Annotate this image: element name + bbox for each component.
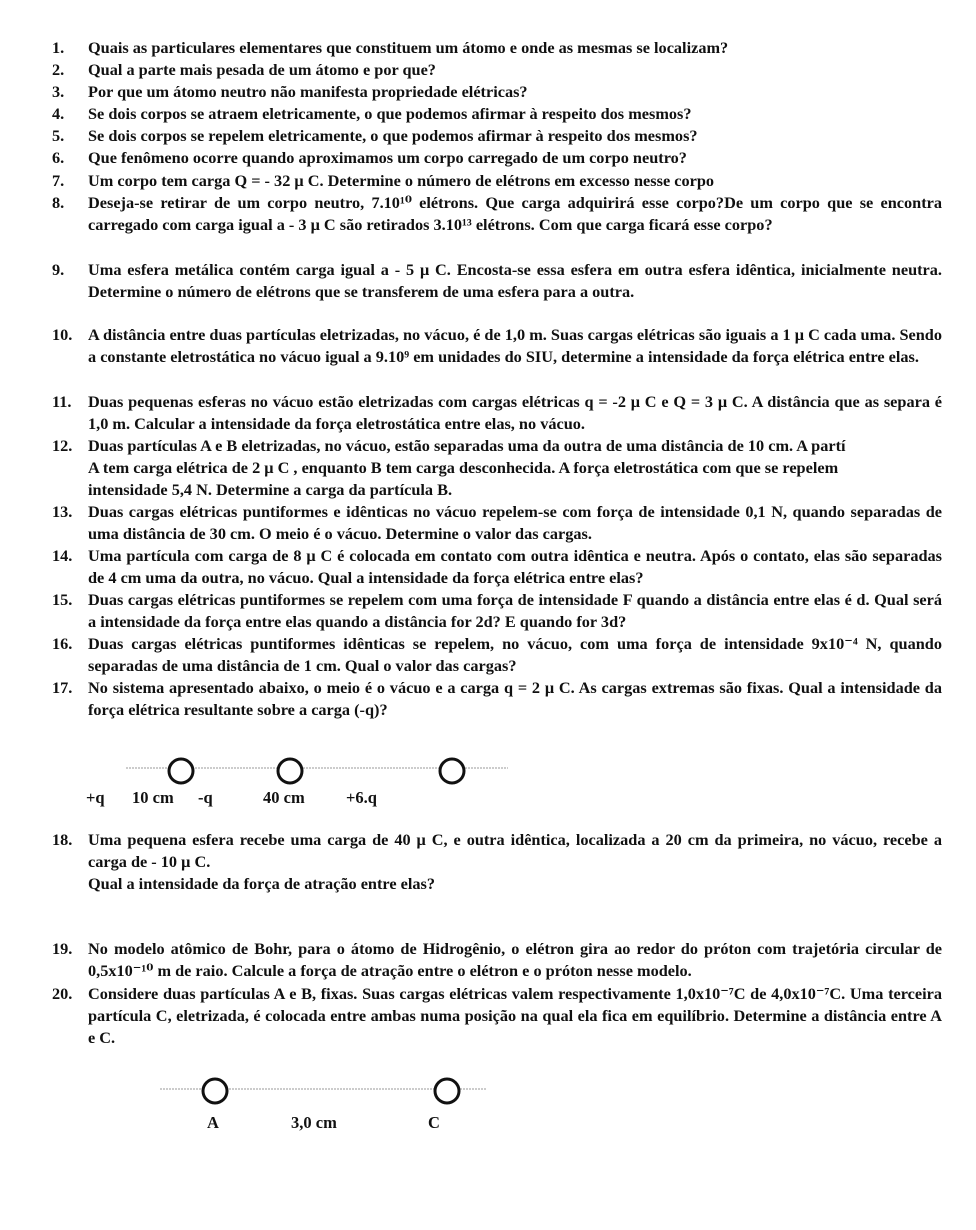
figure-17 — [86, 759, 508, 807]
particle-label: A — [207, 1113, 219, 1132]
distance-label: 10 cm — [132, 788, 174, 807]
charge-label: +q — [86, 788, 105, 807]
distance-label: 3,0 cm — [291, 1113, 337, 1132]
question-text: Duas pequenas esferas no vácuo estão eletrizadas com cargas elétricas q = -2 μ C e Q = 3 μ C. A distância que as separa é 1,0 m. Calcular a intensidade da força eletrostática entre elas, no vácuo. — [88, 392, 942, 434]
question-text: Uma esfera metálica contém carga igual a - 5 μ C. Encosta-se essa esfera em outra esfera idêntica, inicialmente neutra. Determine o número de elétrons que se transferem de uma esfera para a outra. — [88, 260, 942, 302]
question-number: 20. — [52, 984, 73, 1003]
question-line: Duas partículas A e B eletrizadas, no vácuo, estão separadas uma da outra de uma distância de 10 cm. A partí — [88, 436, 846, 455]
question-number: 14. — [52, 546, 73, 565]
question-number: 4. — [52, 104, 65, 123]
question-line: intensidade 5,4 N. Determine a carga da partícula B. — [88, 480, 453, 500]
question-text-followup: Qual a intensidade da força de atração entre elas? — [88, 874, 436, 894]
question-number: 5. — [52, 126, 65, 145]
question-text: Se dois corpos se atraem eletricamente, o que podemos afirmar à respeito dos mesmos? — [88, 104, 692, 123]
question-text: Por que um átomo neutro não manifesta propriedade elétricas? — [88, 82, 528, 101]
question-number: 11. — [52, 392, 72, 411]
question-number: 18. — [52, 830, 73, 849]
question-number: 8. — [52, 193, 65, 212]
question-text: Quais as particulares elementares que constituem um átomo e onde as mesmas se localizam? — [88, 38, 729, 57]
question-text: A distância entre duas partículas eletrizadas, no vácuo, é de 1,0 m. Suas cargas elétricas são iguais a 1 μ C cada uma. Sendo a constante eletrostática no vácuo igual a 9.10⁹ em unidades do SIU, determine a intensidade da força elétrica entre elas. — [88, 325, 942, 367]
question-text: No sistema apresentado abaixo, o meio é o vácuo e a carga q = 2 μ C. As cargas extremas são fixas. Qual a intensidade da força elétrica resultante sobre a carga (-q)? — [88, 678, 942, 720]
question-text-main: Uma pequena esfera recebe uma carga de 40 μ C, e outra idêntica, localizada a 20 cm da primeira, no vácuo, recebe a carga de - 10 μ C. — [88, 830, 942, 872]
particle-circle — [435, 1079, 459, 1103]
charge-label: -q — [198, 788, 213, 807]
question-number: 17. — [52, 678, 73, 697]
question-number: 19. — [52, 939, 73, 958]
question-line: A tem carga elétrica de 2 μ C , enquanto B tem carga desconhecida. A força eletrostática com que se repelem — [88, 458, 839, 478]
question-number: 1. — [52, 38, 65, 57]
charge-circle — [440, 759, 464, 783]
question-number: 13. — [52, 502, 73, 521]
question-text: Considere duas partículas A e B, fixas. Suas cargas elétricas valem respectivamente 1,0x10⁻⁷C de 4,0x10⁻⁷C. Uma terceira partícula C, eletrizada, é colocada entre ambas numa posição na qual ela fica em equilíbrio. Determine a distância entre A e C. — [88, 984, 942, 1048]
charge-circle — [169, 759, 193, 783]
question-number: 12. — [52, 436, 73, 455]
question-number: 3. — [52, 82, 65, 101]
question-text: Um corpo tem carga Q = - 32 μ C. Determine o número de elétrons em excesso nesse corpo — [88, 171, 715, 190]
particle-circle — [203, 1079, 227, 1103]
question-number: 2. — [52, 60, 65, 79]
distance-label: 40 cm — [263, 788, 305, 807]
question-text: Que fenômeno ocorre quando aproximamos um corpo carregado de um corpo neutro? — [88, 148, 687, 167]
question-number: 16. — [52, 634, 73, 653]
question-text: No modelo atômico de Bohr, para o átomo de Hidrogênio, o elétron gira ao redor do próton com trajetória circular de 0,5x10⁻¹⁰ m de raio. Calcule a força de atração entre o elétron e o próton nesse modelo. — [88, 939, 942, 981]
question-text: Deseja-se retirar de um corpo neutro, 7.10¹⁰ elétrons. Que carga adquirirá esse corpo?De um corpo que se encontra carregado com carga igual a - 3 μ C são retirados 3.10¹³ elétrons. Com que carga ficará esse corpo? — [88, 193, 942, 235]
charge-circle — [278, 759, 302, 783]
question-text: Uma partícula com carga de 8 μ C é colocada em contato com outra idêntica e neutra. Após o contato, elas são separadas de 4 cm uma da outra, no vácuo. Qual a intensidade da força elétrica entre elas? — [88, 546, 942, 588]
question-text: Duas cargas elétricas puntiformes se repelem com uma força de intensidade F quando a distância entre elas é d. Qual será a intensidade da força entre elas quando a distância for 2d? E quando for 3d? — [88, 590, 942, 632]
figure-20 — [160, 1079, 486, 1132]
question-number: 15. — [52, 590, 73, 609]
question-text: Duas cargas elétricas puntiformes idênticas se repelem, no vácuo, com uma força de intensidade 9x10⁻⁴ N, quando separadas de uma distância de 1 cm. Qual o valor das cargas? — [88, 634, 942, 676]
particle-label: C — [428, 1113, 440, 1132]
question-number: 10. — [52, 325, 73, 344]
question-number: 9. — [52, 260, 65, 279]
question-text: Duas cargas elétricas puntiformes e idênticas no vácuo repelem-se com força de intensidade 0,1 N, quando separadas de uma distância de 30 cm. O meio é o vácuo. Determine o valor das cargas. — [88, 502, 942, 544]
question-text: Qual a parte mais pesada de um átomo e por que? — [88, 60, 436, 79]
charge-label: +6.q — [346, 788, 377, 807]
question-text: Se dois corpos se repelem eletricamente, o que podemos afirmar à respeito dos mesmos? — [88, 126, 698, 145]
question-number: 7. — [52, 171, 65, 190]
question-number: 6. — [52, 148, 65, 167]
